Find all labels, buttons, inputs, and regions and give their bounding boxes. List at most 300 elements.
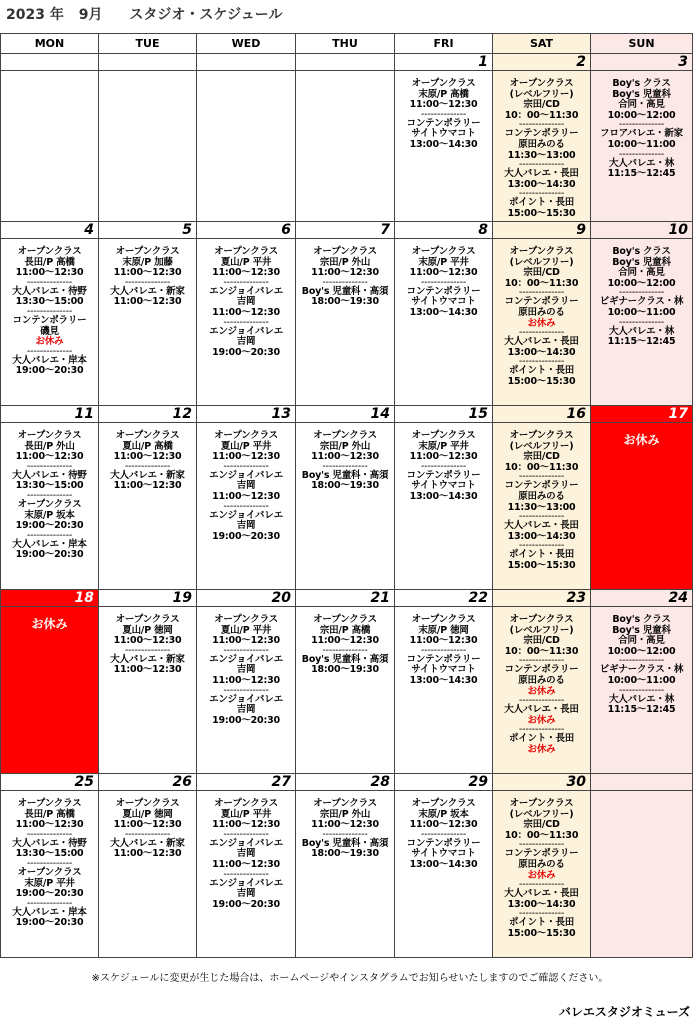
class-line: 10：00～11:30	[504, 645, 579, 657]
class-line: 13:30～15:00	[15, 848, 84, 860]
class-line: 11:00～12:30	[212, 858, 280, 870]
day-number: 26	[99, 774, 196, 791]
class-line: 吉岡	[236, 520, 256, 532]
week-row	[1, 222, 693, 406]
day-cell	[591, 590, 693, 774]
separator: --------------	[124, 644, 171, 656]
day-cell	[395, 406, 493, 590]
day-cell	[197, 774, 296, 958]
class-line: コンテンポラリー	[406, 285, 481, 297]
class-line: 宗田/CD	[523, 267, 560, 279]
class-line: オープンクラス	[313, 614, 377, 625]
class-line: オープンクラス	[313, 246, 377, 257]
closed-label: お休み	[623, 433, 660, 447]
class-line: 大人バレエ・林	[608, 693, 675, 705]
day-cell	[395, 774, 493, 958]
class-line: ポイント・長田	[508, 197, 575, 209]
day-number: 19	[99, 590, 196, 607]
class-line: 末原/P 平井	[418, 440, 469, 452]
day-cell	[493, 406, 591, 590]
cancelled-label: お休み	[527, 869, 556, 881]
separator: --------------	[618, 287, 665, 299]
class-line: 11:00～12:30	[409, 99, 478, 111]
class-list	[296, 239, 394, 308]
class-line: 10：00～11:30	[504, 461, 579, 473]
class-line: Boy's 児童科	[612, 88, 671, 100]
class-line: オープンクラス	[313, 798, 377, 809]
day-number: 15	[395, 406, 492, 423]
class-line: 11:00～12:30	[113, 451, 182, 463]
class-list	[197, 239, 295, 358]
class-line: 夏山/P 徳岡	[122, 808, 173, 820]
class-list	[296, 791, 394, 860]
class-line: 大人バレエ・待野	[12, 285, 87, 297]
class-line: 大人バレエ・岸本	[12, 906, 87, 918]
class-line: 大人バレエ・新家	[110, 837, 185, 849]
day-number	[99, 54, 196, 71]
class-line: フロアバレエ・新家	[600, 128, 683, 140]
day-number: 16	[493, 406, 590, 423]
day-cell	[493, 774, 591, 958]
class-line: 原田みのる	[518, 306, 565, 318]
class-line: 長田/P 高橋	[24, 256, 75, 268]
separator: --------------	[518, 511, 565, 523]
day-cell	[591, 222, 693, 406]
class-line: オープンクラス	[115, 798, 180, 809]
day-number: 2	[493, 54, 590, 71]
class-line: Boy's クラス	[612, 614, 671, 625]
class-line: 大人バレエ・長田	[504, 704, 579, 716]
class-line: 吉岡	[236, 336, 256, 348]
class-line: 11:00～12:30	[212, 451, 280, 463]
class-line: Boy's クラス	[612, 78, 671, 89]
class-line: 吉岡	[236, 848, 256, 860]
class-line: 13:30～15:00	[15, 480, 84, 492]
class-line: オープンクラス	[509, 798, 574, 809]
separator: --------------	[518, 159, 565, 171]
day-cell	[296, 222, 395, 406]
class-line: (レベルフリー)	[509, 808, 574, 820]
class-line: 宗田/P 外山	[319, 256, 371, 268]
day-cell	[296, 774, 395, 958]
class-line: コンテンポラリー	[12, 314, 87, 326]
day-number: 25	[1, 774, 98, 791]
class-line: 合同・高見	[618, 267, 665, 279]
class-line: 大人バレエ・長田	[504, 168, 579, 180]
weekday-wed: WED	[197, 34, 296, 54]
class-line: 吉岡	[236, 296, 256, 308]
class-line: 13:30～15:00	[15, 296, 84, 308]
class-line: Boy's 児童科・高須	[301, 469, 389, 481]
class-line: 10：00～11:30	[504, 109, 579, 121]
day-number: 23	[493, 590, 590, 607]
class-line: オープンクラス	[17, 246, 82, 257]
class-line: 末原/P 加藤	[122, 256, 173, 268]
separator: --------------	[518, 287, 565, 299]
class-line: 11:00～12:30	[113, 819, 182, 831]
class-line: 11:00～12:30	[409, 451, 478, 463]
day-cell	[1, 222, 99, 406]
class-list	[99, 423, 196, 492]
day-cell	[493, 590, 591, 774]
class-line: エンジョイバレエ	[209, 693, 283, 705]
separator: --------------	[420, 644, 467, 656]
separator: --------------	[322, 644, 368, 656]
class-line: ポイント・長田	[508, 733, 575, 745]
class-line: エンジョイバレエ	[209, 325, 283, 337]
class-line: 13:00～14:30	[409, 858, 478, 870]
class-line: 11:00～12:30	[409, 635, 478, 647]
class-line: 11:00～12:30	[311, 267, 379, 279]
class-line: 大人バレエ・長田	[504, 888, 579, 900]
class-list	[493, 239, 590, 388]
separator: --------------	[223, 500, 269, 512]
class-line: オープンクラス	[214, 614, 278, 625]
class-line: コンテンポラリー	[504, 848, 579, 860]
closed-label: お休み	[31, 617, 68, 631]
weekday-mon: MON	[1, 34, 99, 54]
class-list	[99, 607, 196, 676]
day-cell	[1, 774, 99, 958]
class-line: コンテンポラリー	[504, 480, 579, 492]
class-line: オープンクラス	[509, 78, 574, 89]
class-list	[493, 607, 590, 756]
class-line: 宗田/P 外山	[319, 440, 371, 452]
class-line: 夏山/P 高橋	[122, 440, 173, 452]
class-line: 15:00～15:30	[507, 207, 576, 219]
separator: --------------	[124, 460, 171, 472]
class-line: 末原/P 徳岡	[418, 624, 469, 636]
separator: --------------	[518, 327, 565, 339]
weekday-sat: SAT	[493, 34, 591, 54]
calendar-body	[1, 54, 693, 958]
day-number: 3	[591, 54, 692, 71]
separator: --------------	[322, 460, 368, 472]
separator: --------------	[618, 655, 665, 667]
separator: --------------	[420, 460, 467, 472]
class-list	[493, 71, 590, 220]
separator: --------------	[518, 908, 565, 920]
class-line: 18:00～19:30	[311, 480, 379, 492]
class-line: オープンクラス	[411, 430, 476, 441]
class-line: 10:00～11:00	[607, 138, 676, 150]
day-cell	[197, 406, 296, 590]
schedule-calendar	[0, 33, 693, 958]
day-cell	[296, 54, 395, 222]
separator: --------------	[420, 828, 467, 840]
class-line: エンジョイバレエ	[209, 509, 283, 521]
class-line: 吉岡	[236, 888, 256, 900]
class-line: 大人バレエ・長田	[504, 520, 579, 532]
day-number: 12	[99, 406, 196, 423]
class-line: 10：00～11:30	[504, 829, 579, 841]
class-line: オープンクラス	[17, 430, 82, 441]
studio-brand: バレエスタジオミューズ	[558, 1005, 690, 1019]
class-line: 11:00～12:30	[113, 267, 182, 279]
class-list	[1, 423, 98, 561]
day-number	[591, 774, 692, 791]
class-list	[197, 791, 295, 910]
class-line: 11:00～12:30	[409, 819, 478, 831]
day-number: 1	[395, 54, 492, 71]
class-list	[493, 423, 590, 572]
class-line: ビギナークラス・林	[599, 296, 684, 308]
class-line: 19:00～20:30	[212, 714, 280, 726]
separator: --------------	[518, 119, 565, 131]
day-number: 29	[395, 774, 492, 791]
class-line: 末原/P 坂本	[24, 509, 75, 521]
class-line: 長田/P 高橋	[24, 808, 75, 820]
day-cell	[197, 590, 296, 774]
day-cell	[591, 54, 693, 222]
day-number: 14	[296, 406, 394, 423]
class-line: 18:00～19:30	[311, 296, 379, 308]
class-line: 長田/P 外山	[24, 440, 75, 452]
class-line: 11:30～13:00	[507, 149, 576, 161]
class-line: 大人バレエ・岸本	[12, 538, 87, 550]
class-line: Boy's 児童科・高須	[301, 837, 389, 849]
day-cell	[395, 590, 493, 774]
class-line: 10:00～12:00	[607, 277, 676, 289]
separator: --------------	[518, 471, 565, 483]
title-text: スタジオ・スケジュール	[129, 7, 283, 23]
separator: --------------	[618, 119, 665, 131]
class-line: 11:00～12:30	[15, 267, 84, 279]
day-number: 7	[296, 222, 394, 239]
class-line: 18:00～19:30	[311, 664, 379, 676]
cancelled-label: お休み	[527, 685, 556, 697]
class-line: エンジョイバレエ	[209, 285, 283, 297]
class-line: 夏山/P 徳岡	[122, 624, 173, 636]
weekday-fri: FRI	[395, 34, 493, 54]
class-line: 10:00～12:00	[607, 645, 676, 657]
title-month: 9月	[78, 7, 103, 23]
week-row	[1, 406, 693, 590]
class-list	[395, 791, 492, 871]
separator: --------------	[518, 879, 565, 891]
class-line: 原田みのる	[518, 490, 565, 502]
class-line: 末原/P 坂本	[418, 808, 469, 820]
weekday-thu: THU	[296, 34, 395, 54]
separator: --------------	[26, 897, 73, 909]
class-line: Boy's 児童科	[612, 624, 671, 636]
class-line: 11:00～12:30	[311, 635, 379, 647]
class-line: 19:00～20:30	[15, 917, 84, 929]
class-list	[395, 239, 492, 319]
class-line: 大人バレエ・林	[608, 157, 675, 169]
day-number: 20	[197, 590, 295, 607]
day-number: 22	[395, 590, 492, 607]
class-list	[296, 607, 394, 676]
class-line: 19:00～20:30	[15, 549, 84, 561]
class-line: 11:00～12:30	[311, 451, 379, 463]
day-number: 4	[1, 222, 98, 239]
separator: --------------	[124, 276, 171, 288]
class-line: 大人バレエ・待野	[12, 469, 87, 481]
day-number: 18	[1, 590, 98, 607]
class-line: オープンクラス	[509, 246, 574, 257]
class-list	[99, 239, 196, 308]
day-cell	[296, 406, 395, 590]
class-line: 宗田/P 高橋	[319, 624, 371, 636]
day-number: 27	[197, 774, 295, 791]
class-line: エンジョイバレエ	[209, 837, 283, 849]
separator: --------------	[223, 276, 269, 288]
class-line: 19:00～20:30	[15, 365, 84, 377]
class-line: 13:00～14:30	[507, 898, 576, 910]
class-line: オープンクラス	[411, 78, 476, 89]
separator: --------------	[223, 684, 269, 696]
day-number: 11	[1, 406, 98, 423]
class-list	[591, 607, 692, 716]
class-list	[395, 607, 492, 687]
class-list	[99, 791, 196, 860]
week-row	[1, 54, 693, 222]
class-line: 15:00～15:30	[507, 559, 576, 571]
class-line: 11:00～12:30	[409, 267, 478, 279]
class-line: 10:00～11:00	[607, 674, 676, 686]
week-row	[1, 590, 693, 774]
class-line: 末原/P 平井	[24, 877, 75, 889]
class-line: オープンクラス	[17, 866, 82, 878]
weekday-sun: SUN	[591, 34, 693, 54]
separator: --------------	[518, 188, 565, 200]
class-line: Boy's 児童科	[612, 256, 671, 268]
class-line: コンテンポラリー	[406, 117, 481, 129]
day-number	[296, 54, 394, 71]
class-line: 11:00～12:30	[212, 267, 280, 279]
class-line: 11:30～13:00	[507, 501, 576, 513]
class-line: エンジョイバレエ	[209, 877, 283, 889]
class-line: 11:15～12:45	[607, 704, 676, 716]
separator: --------------	[223, 868, 269, 880]
class-list	[1, 791, 98, 929]
separator: --------------	[618, 684, 665, 696]
class-list	[493, 791, 590, 940]
class-line: 大人バレエ・待野	[12, 837, 87, 849]
class-list	[591, 239, 692, 348]
class-line: 吉岡	[236, 664, 256, 676]
separator: --------------	[223, 460, 269, 472]
class-line: Boy's 児童科・高須	[301, 653, 389, 665]
class-line: コンテンポラリー	[406, 837, 481, 849]
class-line: 宗田/CD	[523, 451, 560, 463]
day-number: 30	[493, 774, 590, 791]
day-cell	[591, 774, 693, 958]
class-line: 大人バレエ・新家	[110, 469, 185, 481]
page-title	[6, 4, 283, 26]
class-line: 10：00～11:30	[504, 277, 579, 289]
class-line: 13:00～14:30	[409, 138, 478, 150]
class-line: エンジョイバレエ	[209, 469, 283, 481]
class-line: ポイント・長田	[508, 917, 575, 929]
day-cell	[99, 406, 197, 590]
class-line: 11:00～12:30	[15, 451, 84, 463]
class-line: 19:00～20:30	[212, 898, 280, 910]
class-line: オープンクラス	[411, 246, 476, 257]
class-list	[1, 239, 98, 377]
day-number: 24	[591, 590, 692, 607]
class-line: 13:00～14:30	[507, 530, 576, 542]
separator: --------------	[26, 276, 73, 288]
class-list	[296, 423, 394, 492]
separator: --------------	[26, 305, 73, 317]
class-list	[395, 423, 492, 503]
separator: --------------	[322, 276, 368, 288]
class-line: 夏山/P 平井	[220, 256, 272, 268]
week-row	[1, 774, 693, 958]
class-line: 11:00～12:30	[113, 480, 182, 492]
class-line: オープンクラス	[214, 246, 278, 257]
day-cell	[493, 222, 591, 406]
day-cell	[591, 406, 693, 590]
class-line: オープンクラス	[115, 246, 180, 257]
class-line: 11:00～12:30	[212, 306, 280, 318]
class-line: オープンクラス	[115, 430, 180, 441]
day-cell	[296, 590, 395, 774]
class-line: 13:00～14:30	[409, 306, 478, 318]
day-cell	[197, 54, 296, 222]
class-line: 夏山/P 平井	[220, 808, 272, 820]
separator: --------------	[618, 148, 665, 160]
class-line: 吉岡	[236, 480, 256, 492]
class-line: Boy's クラス	[612, 246, 671, 257]
class-line: 大人バレエ・林	[608, 325, 675, 337]
class-line: 末原/P 高橋	[418, 88, 469, 100]
class-line: オープンクラス	[115, 614, 180, 625]
class-line: 15:00～15:30	[507, 927, 576, 939]
class-line: オープンクラス	[214, 798, 278, 809]
class-line: 原田みのる	[518, 858, 565, 870]
day-cell	[1, 590, 99, 774]
class-line: 11:00～12:30	[15, 819, 84, 831]
cancelled-label: お休み	[35, 336, 64, 348]
schedule-change-note: ※スケジュールに変更が生じた場合は、ホームページやインスタグラムでお知らせいたしますのでご確認ください。	[91, 973, 609, 984]
class-line: 原田みのる	[518, 138, 565, 150]
cancelled-label: お休み	[527, 317, 556, 329]
class-line: オープンクラス	[17, 498, 82, 510]
class-line: 13:00～14:30	[507, 178, 576, 190]
class-line: 11:00～12:30	[113, 635, 182, 647]
class-line: オープンクラス	[509, 430, 574, 441]
class-line: 11:00～12:30	[212, 819, 280, 831]
class-line: 19:00～20:30	[15, 888, 84, 900]
weekday-tue: TUE	[99, 34, 197, 54]
class-line: 11:00～12:30	[212, 674, 280, 686]
day-cell	[1, 406, 99, 590]
class-line: 13:00～14:30	[507, 346, 576, 358]
class-line: ポイント・長田	[508, 365, 575, 377]
class-line: (レベルフリー)	[509, 624, 574, 636]
class-line: 11:00～12:30	[212, 635, 280, 647]
class-line: オープンクラス	[411, 614, 476, 625]
separator: --------------	[420, 108, 467, 120]
class-line: 宗田/CD	[523, 819, 560, 831]
class-line: (レベルフリー)	[509, 88, 574, 100]
class-line: コンテンポラリー	[406, 653, 481, 665]
class-list	[197, 423, 295, 542]
day-cell	[1, 54, 99, 222]
class-line: ポイント・長田	[508, 549, 575, 561]
class-line: 10:00～12:00	[607, 109, 676, 121]
separator: --------------	[223, 644, 269, 656]
class-line: 大人バレエ・岸本	[12, 354, 87, 366]
class-line: 11:00～12:30	[113, 664, 182, 676]
separator: --------------	[26, 345, 73, 357]
day-number: 13	[197, 406, 295, 423]
class-line: 大人バレエ・新家	[110, 285, 185, 297]
separator: --------------	[26, 828, 73, 840]
